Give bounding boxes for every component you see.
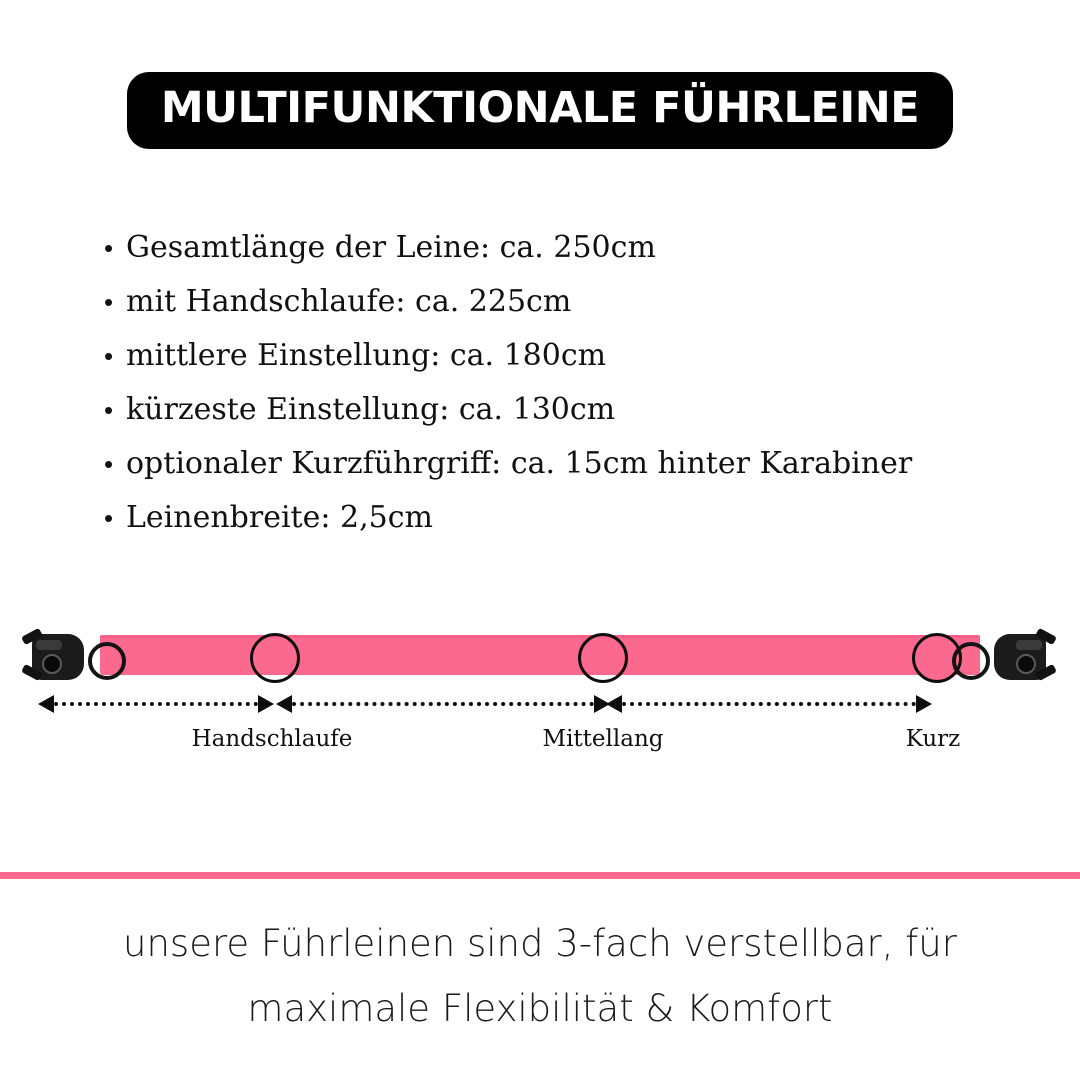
arrow-right-icon xyxy=(258,695,274,713)
title-banner xyxy=(0,72,1080,149)
divider xyxy=(0,872,1080,879)
list-item xyxy=(104,390,1024,430)
spec-label: mittlere Einstellung: ca. 180cm xyxy=(126,338,607,373)
karabiner-pin xyxy=(1016,654,1036,674)
karabiner-eye xyxy=(952,642,990,680)
bullet-icon: • xyxy=(104,395,114,425)
bullet-icon: • xyxy=(104,341,114,371)
karabiner-jaw xyxy=(36,640,62,650)
spec-list xyxy=(104,228,1024,552)
karabiner-pin xyxy=(42,654,62,674)
arrow-left-icon xyxy=(606,695,622,713)
measure-line xyxy=(54,702,258,706)
leash-strap xyxy=(100,635,980,675)
page-title: MULTIFUNKTIONALE FÜHRLEINE xyxy=(160,83,920,133)
o-ring-icon xyxy=(250,633,300,683)
bullet-icon: • xyxy=(104,287,114,317)
footer-line-1: unsere Führleinen sind 3-fach verstellbar, für xyxy=(123,922,957,965)
measure-line xyxy=(622,702,916,706)
spec-label: Leinenbreite: 2,5cm xyxy=(126,500,433,535)
karabiner-eye xyxy=(88,642,126,680)
segment-captions xyxy=(0,726,1080,766)
bullet-icon: • xyxy=(104,503,114,533)
measurement-bar xyxy=(0,695,1080,721)
spec-label: Gesamtlänge der Leine: ca. 250cm xyxy=(126,230,656,265)
karabiner-jaw xyxy=(1016,640,1042,650)
segment-label-handschlaufe: Handschlaufe xyxy=(191,726,353,752)
bullet-icon: • xyxy=(104,449,114,479)
list-item xyxy=(104,444,1024,484)
karabiner-icon-left xyxy=(30,620,126,692)
arrow-right-icon xyxy=(916,695,932,713)
segment-label-mittellang: Mittellang xyxy=(542,726,664,752)
leash-strap-highlight xyxy=(100,635,980,638)
karabiner-icon-right xyxy=(952,620,1048,692)
list-item xyxy=(104,498,1024,538)
arrow-left-icon xyxy=(276,695,292,713)
spec-label: kürzeste Einstellung: ca. 130cm xyxy=(126,392,616,427)
footer-text xyxy=(70,912,1010,1042)
arrow-left-icon xyxy=(38,695,54,713)
o-ring-icon xyxy=(578,633,628,683)
spec-label: mit Handschlaufe: ca. 225cm xyxy=(126,284,572,319)
spec-label: optionaler Kurzführgriff: ca. 15cm hinter Karabiner xyxy=(126,446,913,481)
list-item xyxy=(104,336,1024,376)
title-pill xyxy=(127,72,953,149)
list-item xyxy=(104,282,1024,322)
segment-label-kurz: Kurz xyxy=(905,726,961,752)
footer-line-2: maximale Flexibilität & Komfort xyxy=(247,986,833,1030)
bullet-icon: • xyxy=(104,233,114,263)
measure-line xyxy=(292,702,594,706)
list-item xyxy=(104,228,1024,268)
